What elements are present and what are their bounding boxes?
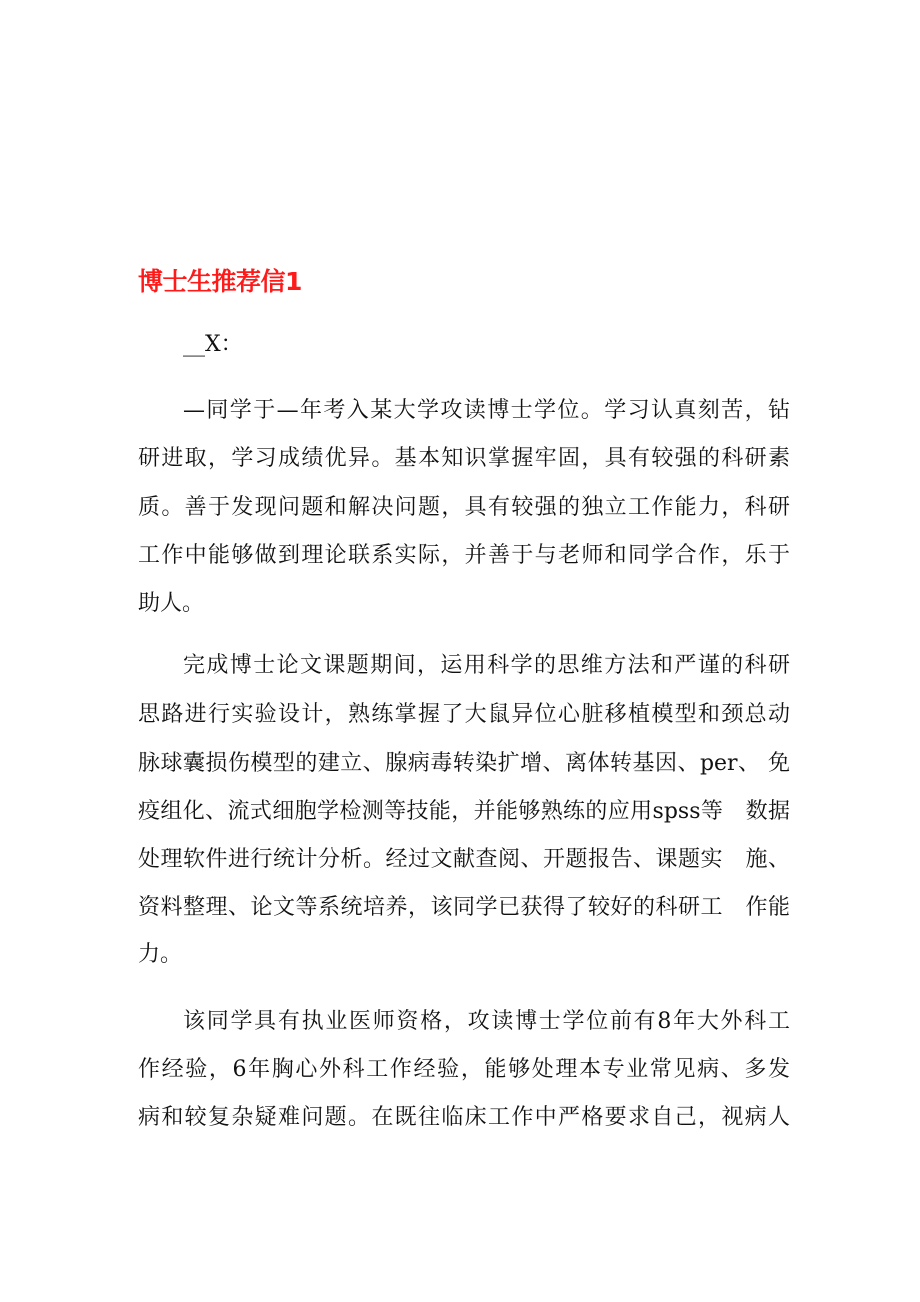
document-title: 博士生推荐信1 — [138, 267, 302, 296]
text-line: 资料整理、论文等系统培养，该同学已获得了较好的科研工 作能 — [138, 895, 790, 920]
text-line: 作经验，6年胸心外科工作经验，能够处理本专业常见病、多发 — [138, 1057, 790, 1082]
text-line: —同学于—年考入某大学攻读博士学位。学习认真刻苦，钻 — [183, 398, 790, 423]
text-line: 疫组化、流式细胞学检测等技能，并能够熟练的应用spss等 数据 — [138, 799, 790, 824]
text-line: 工作中能够做到理论联系实际，并善于与老师和同学合作，乐于 — [138, 543, 790, 568]
text-line: 该同学具有执业医师资格，攻读博士学位前有8年大外科工 — [183, 1009, 790, 1034]
text-line: 质。善于发现问题和解决问题，具有较强的独立工作能力，科研 — [138, 495, 790, 520]
text-line: 研进取，学习成绩优异。基本知识掌握牢固，具有较强的科研素 — [138, 446, 790, 471]
text-line: 思路进行实验设计，熟练掌握了大鼠异位心脏移植模型和颈总动 — [138, 702, 790, 727]
text-line: 完成博士论文课题期间，运用科学的思维方法和严谨的科研 — [183, 653, 790, 678]
salutation: __X： — [183, 332, 243, 357]
text-line: 病和较复杂疑难问题。在既往临床工作中严格要求自己，视病人 — [138, 1105, 790, 1130]
text-line: 脉球囊损伤模型的建立、腺病毒转染扩增、离体转基因、per、 免 — [138, 751, 790, 776]
text-line: 力。 — [138, 942, 183, 967]
text-line: 助人。 — [138, 591, 205, 616]
text-line: 处理软件进行统计分析。经过文献查阅、开题报告、课题实 施、 — [138, 847, 790, 872]
